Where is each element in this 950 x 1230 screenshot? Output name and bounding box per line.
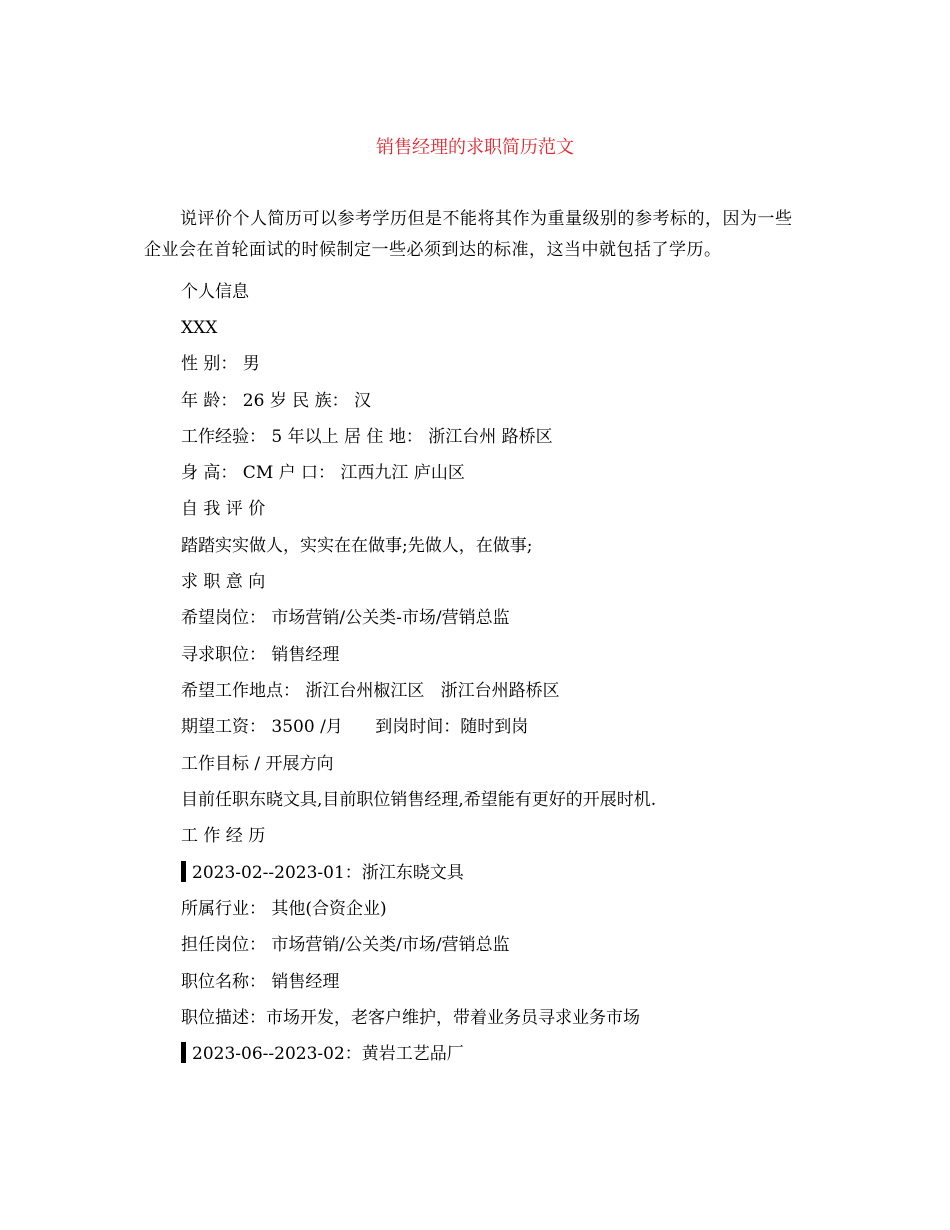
job-1-industry-line: 所属行业： 其他(合资企业) <box>181 899 387 919</box>
name-value: XXX <box>181 318 218 338</box>
job-entry-2-period: 2023-06--2023-02：黄岩工艺品厂 <box>192 1044 464 1064</box>
section-heading-job-intention: 求 职 意 向 <box>181 572 266 592</box>
entry-marker-icon <box>181 861 186 882</box>
height-hukou-line: 身 高： CM 户 口： 江西九江 庐山区 <box>181 463 465 483</box>
job-1-description-line: 职位描述：市场开发，老客户维护，带着业务员寻求业务市场 <box>181 1008 640 1028</box>
entry-marker-icon <box>181 1042 186 1063</box>
career-goal-text: 目前任职东晓文具,目前职位销售经理,希望能有更好的开展时机. <box>181 790 657 810</box>
salary-availability-line: 期望工资： 3500 /月 到岗时间：随时到岗 <box>181 717 529 737</box>
job-entry-1-header <box>181 861 464 885</box>
section-heading-work-history: 工 作 经 历 <box>181 826 266 846</box>
desired-position-line: 希望岗位： 市场营销/公关类-市场/营销总监 <box>181 608 510 628</box>
self-evaluation-text: 踏踏实实做人，实实在在做事;先做人，在做事; <box>181 536 533 556</box>
section-heading-career-goal: 工作目标 / 开展方向 <box>181 754 334 774</box>
document-title: 销售经理的求职简历范文 <box>376 137 574 158</box>
age-ethnicity-line: 年 龄： 26 岁 民 族： 汉 <box>181 391 372 411</box>
job-entry-1-period: 2023-02--2023-01：浙江东晓文具 <box>192 863 464 883</box>
intro-paragraph: 说评价个人简历可以参考学历但是不能将其作为重量级别的参考标的，因为一些企业会在首轮面试的时候制定一些必须到达的标准，这当中就包括了学历。 <box>144 209 793 260</box>
gender-line: 性 别： 男 <box>181 354 260 374</box>
job-entry-2-header <box>181 1042 464 1066</box>
section-heading-self-evaluation: 自 我 评 价 <box>181 499 266 519</box>
seeking-title-line: 寻求职位： 销售经理 <box>181 645 340 665</box>
job-1-post-line: 担任岗位： 市场营销/公关类/市场/营销总监 <box>181 935 510 955</box>
section-heading-personal-info: 个人信息 <box>181 282 249 302</box>
desired-location-line: 希望工作地点： 浙江台州椒江区 浙江台州路桥区 <box>181 681 560 701</box>
experience-residence-line: 工作经验： 5 年以上 居 住 地： 浙江台州 路桥区 <box>181 427 553 447</box>
job-1-title-line: 职位名称： 销售经理 <box>181 972 340 992</box>
